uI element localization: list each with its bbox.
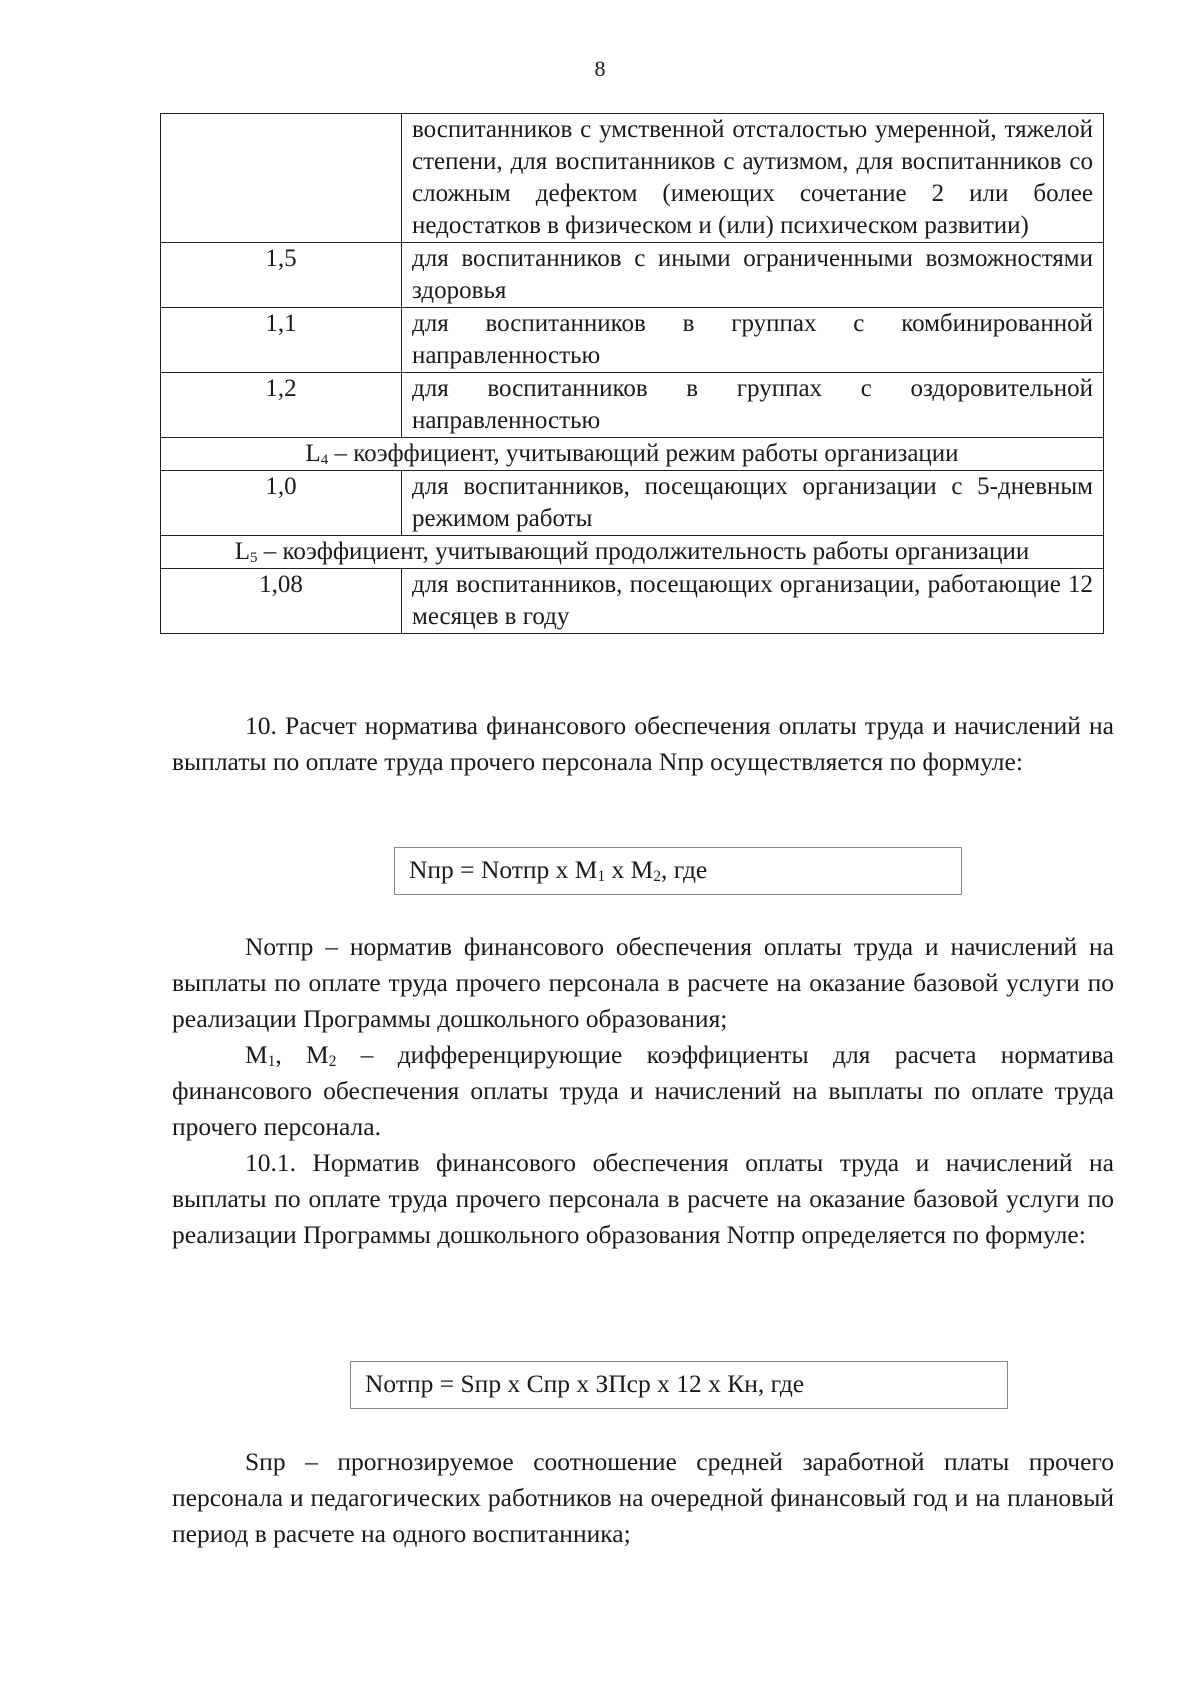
- m-text: – дифференцирующие коэффициенты для расчета норматива финансового обеспечения оплаты труда и начислений на выплаты по оплате труда прочего персонала.: [172, 1040, 1114, 1141]
- m-symbol: , М: [275, 1040, 329, 1069]
- table-row: [161, 114, 1104, 243]
- l5-text: – коэффициент, учитывающий продолжительность работы организации: [257, 538, 1030, 565]
- paragraph-notpr: Nотпр – норматив финансового обеспечения оплаты труда и начислений на выплаты по оплате труда прочего персонала в расчете на оказание базовой услуги по реализации Программы дошкольного образования;: [172, 932, 1114, 1033]
- formula-subscript: 2: [653, 868, 661, 885]
- l5-symbol: L: [234, 538, 250, 565]
- coefficient-description: для воспитанников, посещающих организации с 5-дневным режимом работы: [402, 471, 1104, 536]
- coefficient-table: [160, 113, 1104, 634]
- coefficient-value: 1,5: [161, 243, 402, 308]
- formula-npr: [394, 847, 962, 895]
- page-number: 8: [594, 56, 606, 81]
- coefficient-value: 1,2: [161, 373, 402, 438]
- formula-part: х М: [605, 855, 654, 884]
- table-row: [161, 471, 1104, 536]
- coefficient-value: 1,0: [161, 471, 402, 536]
- formula-part: Nпр = Nотпр х М: [409, 855, 598, 884]
- paragraph-block: [172, 929, 1114, 1253]
- formula-part: , где: [661, 855, 708, 884]
- m-subscript: 2: [328, 1053, 337, 1070]
- table-row: [161, 308, 1104, 373]
- coefficient-description: для воспитанников, посещающих организации, работающие 12 месяцев в году: [402, 569, 1104, 634]
- table-row: [161, 373, 1104, 438]
- paragraph-10: 10. Расчет норматива финансового обеспечения оплаты труда и начислений на выплаты по оплате труда прочего персонала Nпр осуществляется по формуле:: [172, 711, 1114, 776]
- table-section-header: [161, 438, 1104, 471]
- paragraph-block: [172, 1444, 1114, 1552]
- formula-notpr: Nотпр = Sпр х Cпр х ЗПср х 12 х Кн, где: [350, 1361, 1008, 1409]
- coefficient-value: 1,1: [161, 308, 402, 373]
- coefficient-description: для воспитанников с иными ограниченными возможностями здоровья: [402, 243, 1104, 308]
- coefficient-value: 1,08: [161, 569, 402, 634]
- l4-subscript: 4: [320, 452, 329, 468]
- paragraph-spr: Sпр – прогнозируемое соотношение средней заработной платы прочего персонала и педагогических работников на очередной финансовый год и на плановый период в расчете на одного воспитанника;: [172, 1447, 1114, 1548]
- coefficient-description: воспитанников с умственной отсталостью умеренной, тяжелой степени, для воспитанников с аутизмом, для воспитанников со сложным дефектом (имеющих сочетание 2 или более недостатков в физическом и (или) психическом развитии): [402, 114, 1104, 243]
- table-row: [161, 569, 1104, 634]
- paragraph-block: [172, 708, 1114, 780]
- paragraph-m-coefficients: [172, 1037, 1114, 1145]
- paragraph-10-1: 10.1. Норматив финансового обеспечения оплаты труда и начислений на выплаты по оплате труда прочего персонала в расчете на оказание базовой услуги по реализации Программы дошкольного образования Nотпр определяется по формуле:: [172, 1148, 1114, 1249]
- coefficient-value: [161, 114, 402, 243]
- table-section-header: [161, 536, 1104, 569]
- m-subscript: 1: [267, 1053, 276, 1070]
- formula-subscript: 1: [597, 868, 606, 885]
- table-row: [161, 243, 1104, 308]
- coefficient-description: для воспитанников в группах с оздоровительной направленностью: [402, 373, 1104, 438]
- coefficient-description: для воспитанников в группах с комбинированной направленностью: [402, 308, 1104, 373]
- l4-text: – коэффициент, учитывающий режим работы организации: [328, 440, 959, 467]
- m-symbol: М: [245, 1040, 268, 1069]
- l5-subscript: 5: [250, 550, 258, 566]
- l4-header: [161, 438, 1104, 471]
- l4-symbol: L: [305, 440, 321, 467]
- l5-header: [161, 536, 1104, 569]
